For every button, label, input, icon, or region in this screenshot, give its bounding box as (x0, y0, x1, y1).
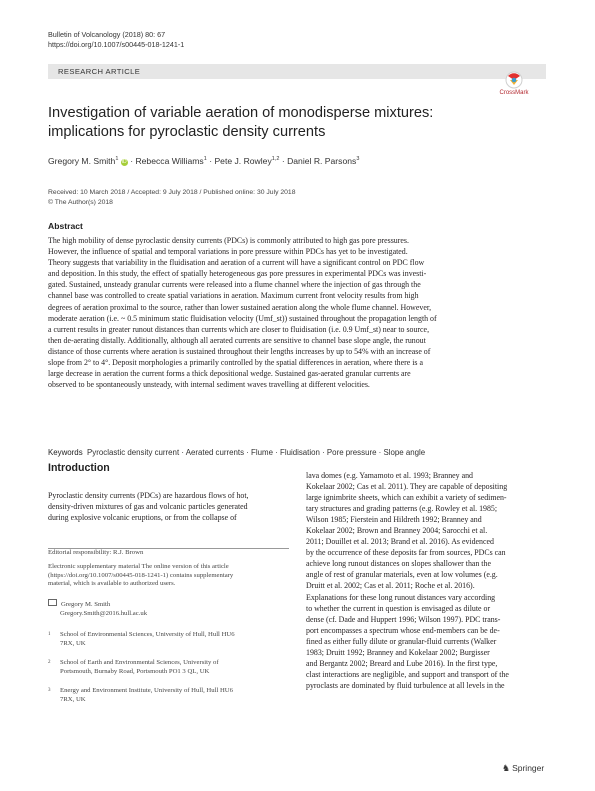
body-line: 1983; Druitt 1992; Branney and Kokelaar 2002; Burgisser (306, 647, 490, 657)
esm-link[interactable]: (https://doi.org/10.1007/s00445-018-1241-1) contains supplementary (48, 571, 234, 579)
doi-link[interactable]: https://doi.org/10.1007/s00445-018-1241-1 (48, 40, 185, 49)
body-line: port encompasses a spectrum whose end-members can be de- (306, 625, 500, 635)
author-name[interactable]: Pete J. Rowley (214, 156, 272, 166)
abstract-heading: Abstract (48, 221, 83, 231)
footnotes (48, 548, 289, 703)
affiliation (48, 659, 289, 676)
abstract-line: degrees of aeration proximal to the source, rather than lower sustained aeration along the whole flume channel. However, (48, 302, 432, 312)
body-line: clast interactions are negligible, and support and transport of the (306, 669, 509, 679)
body-line: Kokelaar 2002; Cas et al. 2011). They are capable of depositing (306, 482, 508, 492)
body-line: pyroclasts are dominated by fluid turbulence at all levels in the (306, 680, 505, 690)
keywords (48, 448, 546, 457)
orcid-icon[interactable]: iD (121, 159, 127, 165)
publisher-name: Springer (512, 763, 545, 773)
envelope-icon (48, 599, 57, 606)
received-accepted-published: Received: 10 March 2018 / Accepted: 9 July 2018 / Published online: 30 July 2018 (48, 189, 296, 196)
intro-right-column (306, 470, 546, 691)
affiliation-line: School of Earth and Environmental Sciences, University of (60, 659, 219, 666)
body-line: density-driven mixtures of gas and volcanic particles generated (48, 502, 248, 511)
esm-line: Electronic supplementary material The online version of this article (48, 563, 229, 570)
abstract-line: and deposition. In this study, the effect of spatially heterogeneous gas pore pressures in experimental PDCs was investi- (48, 269, 427, 279)
crossmark-badge[interactable] (484, 70, 544, 100)
affiliation (48, 631, 289, 648)
abstract-line: gated. Sustained, unsteady granular currents were released into a flume channel where the injection of gas through the (48, 280, 421, 290)
author-affiliation: 1,2 (271, 156, 280, 163)
affiliation-number: 2 (48, 660, 51, 665)
crossmark-label: CrossMark (499, 90, 529, 96)
body-line: 2011; Douillet et al. 2013; Brand et al. 2016). As evidenced (306, 537, 494, 547)
abstract-line: moderate aeration (i.e. ~ 0.5 minimum static fluidisation velocity (Umf_st)) sustained throughout the propagation length of (48, 313, 437, 323)
body-line: by the occurrence of these deposits far from sources, PDCs can (306, 548, 506, 558)
abstract-line: observed to be spontaneously unsteady, with internal sediment waves travelling at different velocities. (48, 380, 370, 390)
abstract-line: large decrease in aeration the current forms a thick depositional wedge. Sustained gas-aerated granular currents are (48, 369, 411, 379)
corresponding-author: Gregory M. Smith (61, 601, 111, 608)
correspondence (48, 599, 289, 618)
author-list: Gregory M. Smith$^1$ iD · Rebecca Williams$^1$ · Pete J. Rowley$^{1,2}$ · Daniel R. Parsons$^3$ (48, 156, 360, 166)
body-line: achieve long runout distances on slopes shallower than the (306, 559, 491, 569)
affiliation-line: 7RX, UK (60, 695, 86, 703)
body-line: Pyroclastic density currents (PDCs) are hazardous flows of hot, (48, 491, 249, 500)
body-line: Wilson 1985; Fierstein and Hildreth 1992; Branney and (306, 515, 482, 525)
supplementary-material-note (48, 563, 289, 589)
corresponding-email[interactable]: Gregory.Smith@2016.hull.ac.uk (60, 609, 148, 617)
abstract-line: a current results in greater runout distances than currents which are closer to fluidisation (i.e. 0.9 Umf_st) near to source, (48, 324, 430, 334)
body-line: angle of rest of granular materials, even at low volumes (e.g. (306, 570, 498, 580)
affiliation-line: Energy and Environment Institute, University of Hull, Hull HU6 (60, 687, 233, 694)
keywords-label: Keywords (48, 448, 83, 457)
affiliation-line: 7RX, UK (60, 639, 86, 647)
body-line: large ignimbrite sheets, which can exhibit a variety of sedimen- (306, 493, 507, 503)
title-line: implications for pyroclastic density currents (48, 124, 326, 140)
abstract-line: However, the influence of spatial and temporal variations in pore pressure within PDCs has yet to be investigated. (48, 247, 408, 257)
body-line: Kokelaar 2002; Brown and Branney 2004; Sarocchi et al. (306, 526, 488, 536)
body-line: dense (cf. Dade and Huppert 1996; Wilson 1997). PDC trans- (306, 614, 501, 624)
esm-line: material, which is available to authorized users. (48, 580, 176, 588)
body-line: to whether the current in question is envisaged as dilute or (306, 603, 491, 613)
affiliation (48, 687, 289, 704)
author-name[interactable]: Gregory M. Smith (48, 156, 116, 166)
affiliation-number: 1 (48, 632, 51, 637)
publisher-footer (502, 763, 544, 774)
introduction-heading: Introduction (48, 462, 110, 474)
author-affiliation: 1 (203, 156, 207, 163)
body-line: fined as either fully dilute or granular-fluid currents (Walker (306, 636, 497, 646)
abstract-line: The high mobility of dense pyroclastic density currents (PDCs) is commonly attributed to high gas pore pressures. (48, 236, 409, 245)
article-type-bar (48, 64, 546, 79)
body-line: Explanations for these long runout distances vary according (306, 592, 496, 602)
journal-citation: Bulletin of Volcanology (2018) 80: 67 (48, 30, 166, 39)
abstract-body (48, 235, 546, 390)
article-title (48, 104, 488, 142)
intro-left-column (48, 490, 289, 523)
affiliation-line: School of Environmental Sciences, University of Hull, Hull HU6 (60, 631, 235, 638)
affiliation-line: Portsmouth, Burnaby Road, Portsmouth PO1 3 QL, UK (60, 667, 210, 675)
author-name[interactable]: Rebecca Williams (135, 156, 204, 166)
body-line: during explosive volcanic eruptions, or from the collapse of (48, 513, 237, 522)
abstract-line: Theory suggests that variability in the fluidisation and aeration of a current will have a significant control on PDC flow (48, 258, 425, 268)
journal-header (48, 30, 184, 50)
affiliation-number: 3 (48, 688, 51, 693)
title-line: Investigation of variable aeration of monodisperse mixtures: (48, 105, 434, 121)
body-line: and Bergantz 2002; Breard and Lube 2016). In the first type, (306, 658, 498, 668)
copyright: © The Author(s) 2018 (48, 198, 113, 206)
keywords-list: Pyroclastic density current · Aerated currents · Flume · Fluidisation · Pore pressure · Slope angle (87, 448, 426, 457)
abstract-line: then de-aerating distally. Additionally, although all aerated currents are sensitive to channel base slope angle, the runout (48, 335, 426, 345)
author-name[interactable]: Daniel R. Parsons (287, 156, 357, 166)
article-type: RESEARCH ARTICLE (58, 67, 141, 76)
body-line: lava domes (e.g. Yamamoto et al. 1993; Branney and (306, 471, 473, 480)
publication-dates (48, 188, 296, 207)
body-line: tary structures and grading patterns (e.g. Rowley et al. 1985; (306, 504, 498, 514)
author-affiliation: 1 (115, 156, 119, 163)
abstract-line: slope from 2° to 4°. Deposit morphologies a primarily controlled by the spatial differences in aeration, where there is a (48, 358, 423, 368)
editorial-responsibility: Editorial responsibility: R.J. Brown (48, 549, 144, 556)
body-line: Druitt et al. 2002; Cas et al. 2011; Roche et al. 2016). (306, 581, 475, 591)
crossmark-icon (484, 70, 544, 92)
springer-horse-icon: ♞ (502, 763, 511, 773)
abstract-line: distance of those currents where aeration is sustained throughout their lengths increases by up to 54% with an increase of (48, 346, 431, 356)
author-affiliation: 3 (356, 156, 360, 163)
abstract-line: channel base was controlled to create spatial variations in aeration. Maximum current front velocity results from high (48, 291, 419, 301)
